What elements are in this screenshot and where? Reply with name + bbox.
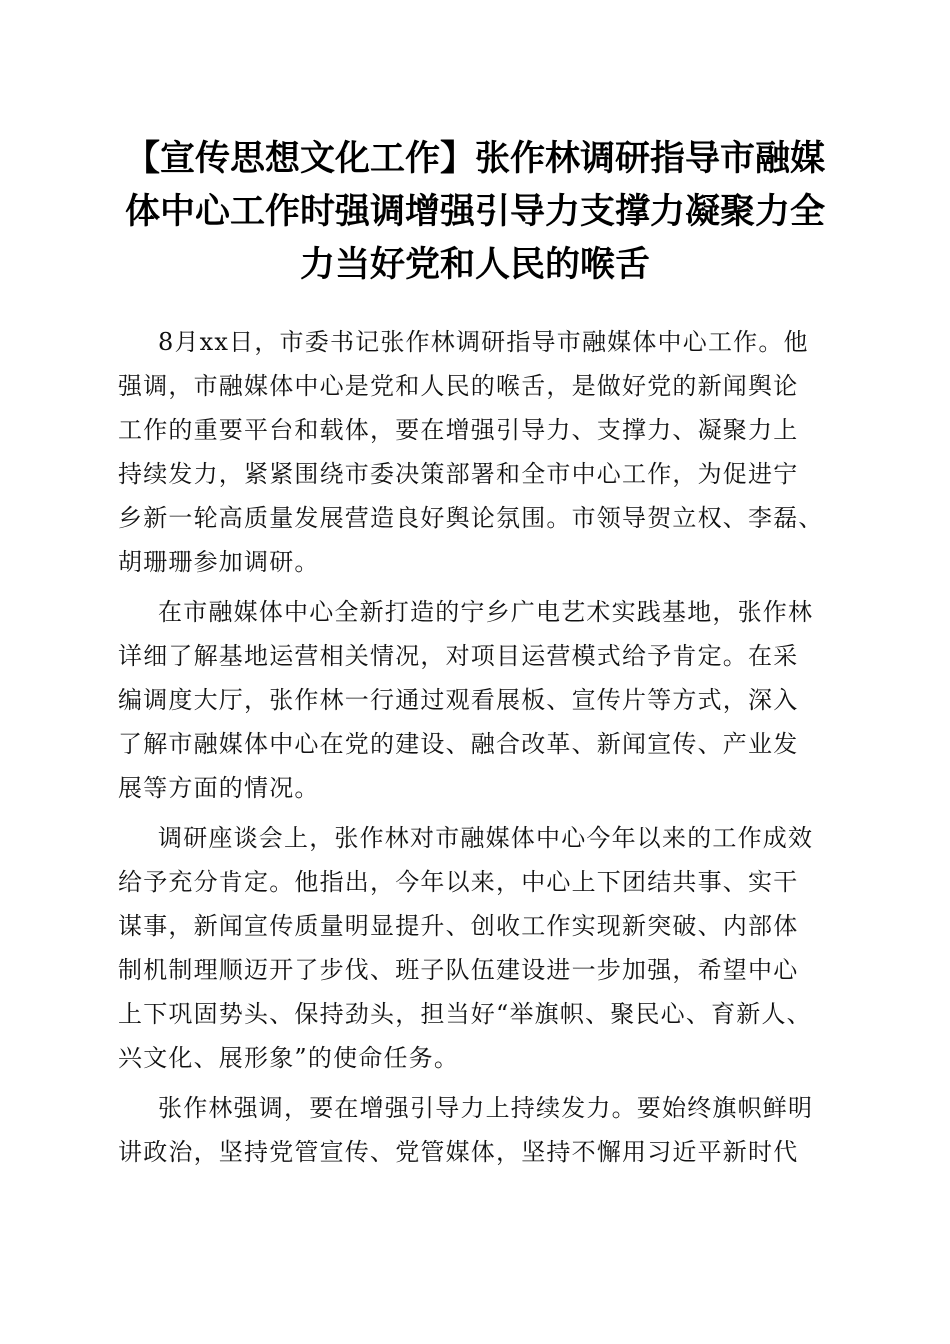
text-line: 上下巩固势头、保持劲头，担当好“举旗帜、聚民心、育新人、 (118, 1000, 812, 1028)
text-line: 展等方面的情况。 (118, 774, 320, 802)
text-line: 调研座谈会上，张作林对市融媒体中心今年以来的工作成效 (158, 824, 814, 852)
document-title (112, 133, 838, 292)
paragraph-3 (118, 816, 840, 1080)
text-line: 胡珊珊参加调研。 (118, 548, 320, 576)
text-line: 谋事，新闻宣传质量明显提升、创收工作实现新突破、内部体 (118, 912, 799, 940)
title-line: 体中心工作时强调增强引导力支撑力凝聚力全 (124, 192, 825, 232)
text-line: 兴文化、展形象”的使命任务。 (118, 1044, 460, 1072)
paragraph-1 (118, 320, 840, 584)
text-line: 持续发力，紧紧围绕市委决策部署和全市中心工作，为促进宁 (118, 460, 799, 488)
text-line: 给予充分肯定。他指出，今年以来，中心上下团结共事、实干 (118, 868, 799, 896)
text-line: 工作的重要平台和载体，要在增强引导力、支撑力、凝聚力上 (118, 416, 799, 444)
paragraph-2 (118, 590, 840, 810)
text-line: 详细了解基地运营相关情况，对项目运营模式给予肯定。在采 (118, 642, 799, 670)
text-line: 讲政治，坚持党管宣传、党管媒体，坚持不懈用习近平新时代 (118, 1138, 799, 1166)
text-line: 强调，市融媒体中心是党和人民的喉舌，是做好党的新闻舆论 (118, 372, 799, 400)
text-line: 在市融媒体中心全新打造的宁乡广电艺术实践基地，张作林 (158, 598, 814, 626)
paragraph-4 (118, 1086, 840, 1174)
text-line: 了解市融媒体中心在党的建设、融合改革、新闻宣传、产业发 (118, 730, 799, 758)
title-line: 力当好党和人民的喉舌 (299, 245, 650, 285)
text-line: 乡新一轮高质量发展营造良好舆论氛围。市领导贺立权、李磊、 (118, 504, 824, 532)
document-body (118, 320, 840, 1180)
text-line: 编调度大厅，张作林一行通过观看展板、宣传片等方式，深入 (118, 686, 799, 714)
text-line: 张作林强调，要在增强引导力上持续发力。要始终旗帜鲜明 (158, 1094, 814, 1122)
title-line: 【宣传思想文化工作】张作林调研指导市融媒 (124, 139, 825, 179)
text-line: 8月xx日，市委书记张作林调研指导市融媒体中心工作。他 (158, 328, 809, 356)
text-line: 制机制理顺迈开了步伐、班子队伍建设进一步加强，希望中心 (118, 956, 799, 984)
